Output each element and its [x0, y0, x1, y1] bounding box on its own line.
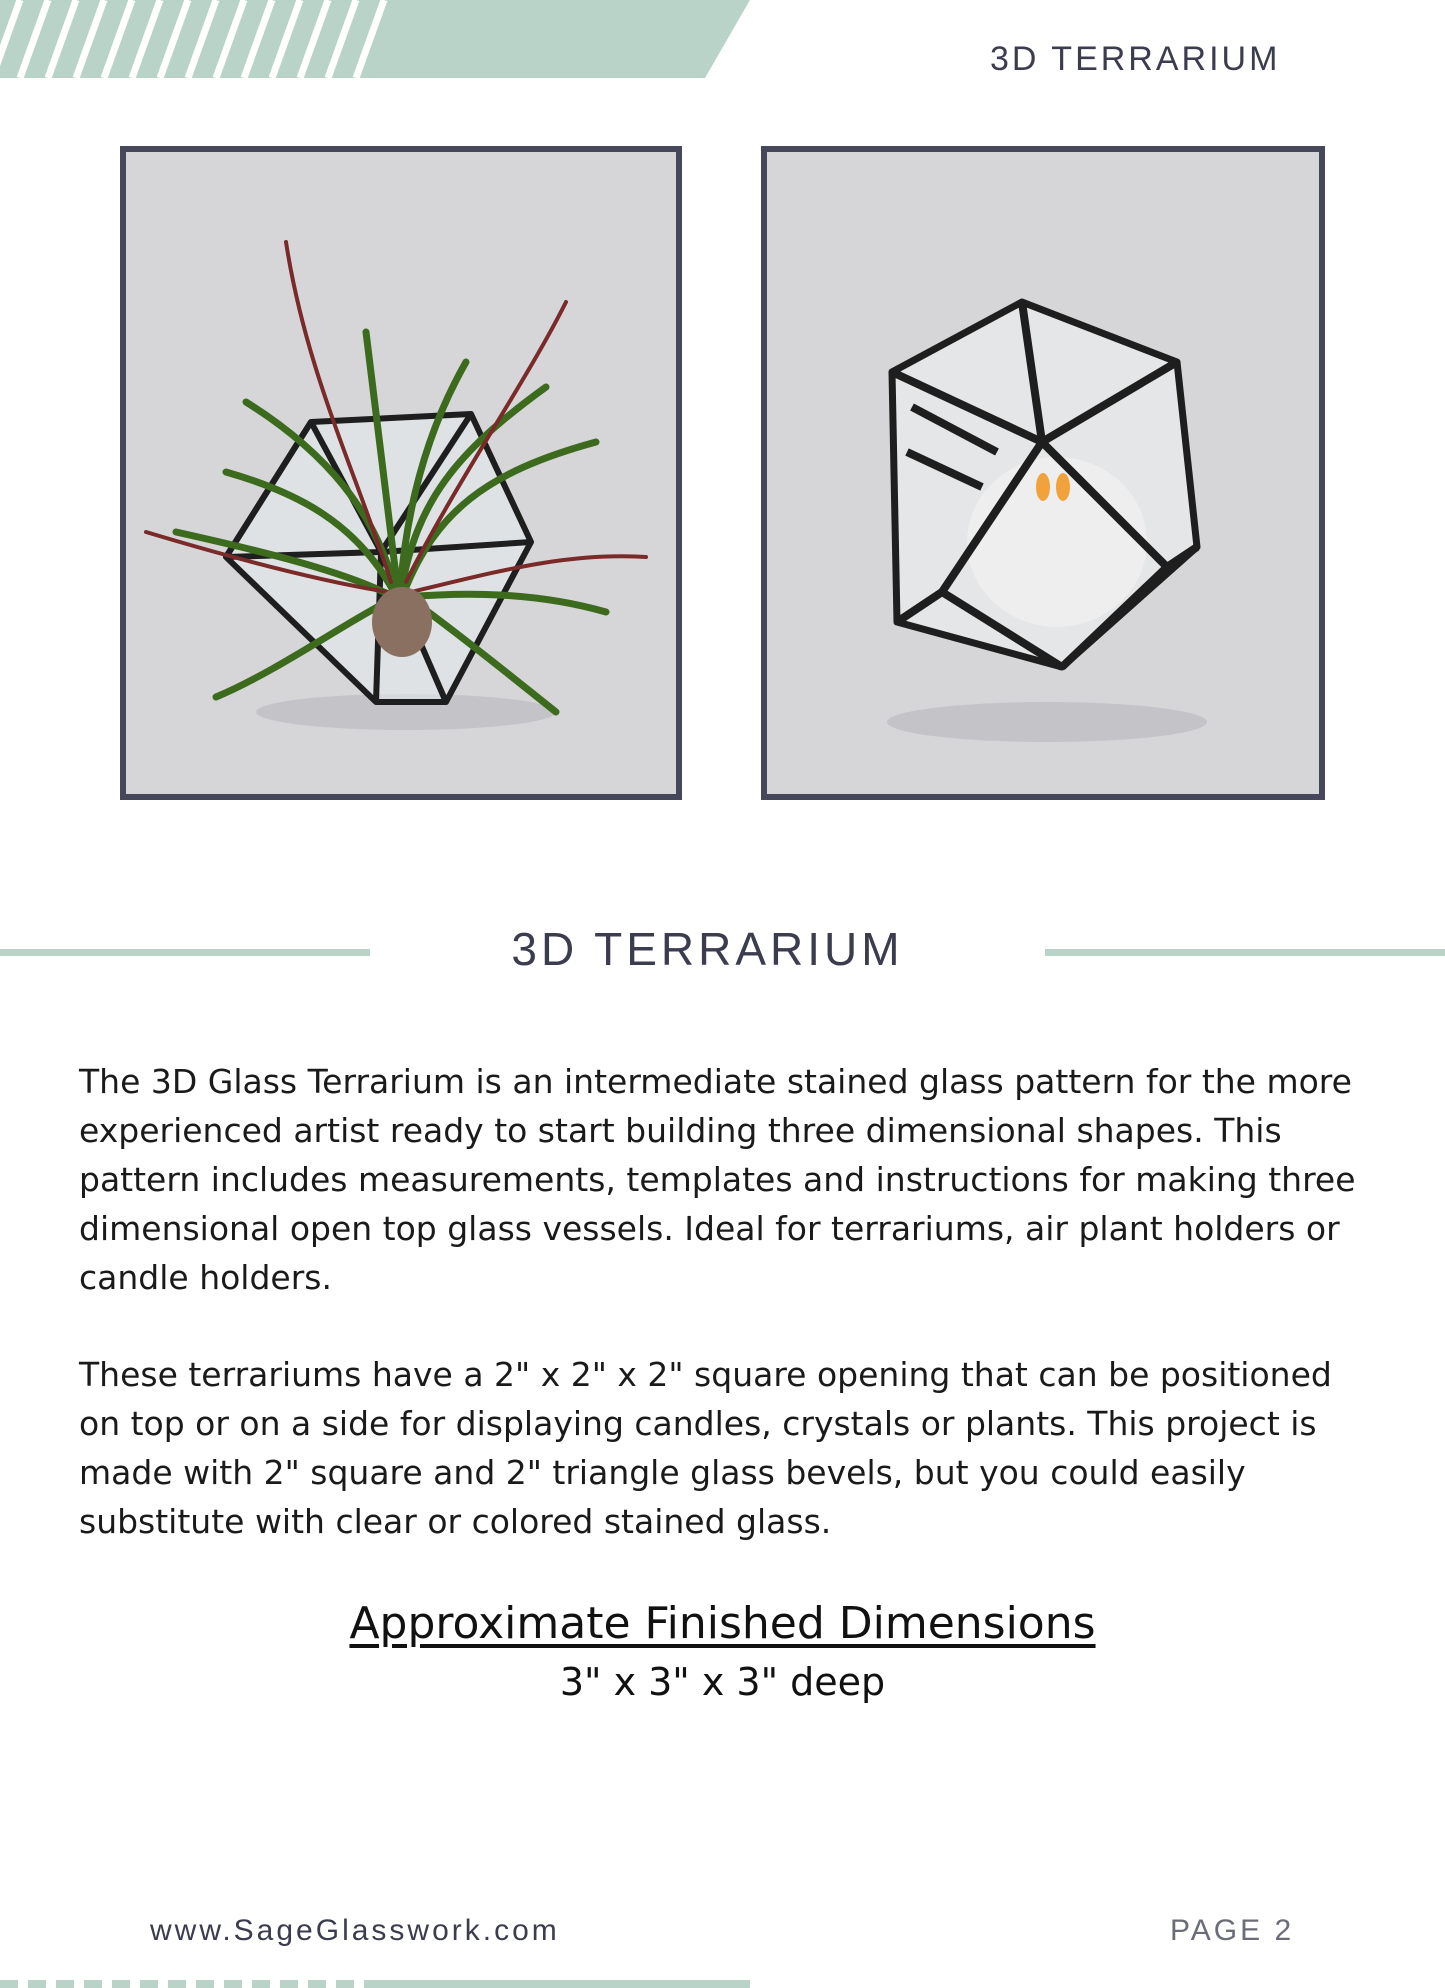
section-title: 3D TERRARIUM — [511, 923, 904, 975]
header-stripe-decoration — [0, 0, 750, 78]
section-divider-left — [0, 949, 370, 956]
dimensions-value: 3" x 3" x 3" deep — [559, 1660, 886, 1704]
photo-candle-terrarium — [761, 146, 1325, 800]
footer-stripe-decoration — [0, 1978, 750, 1988]
dimensions-heading: Approximate Finished Dimensions — [349, 1598, 1096, 1649]
header-title: 3D TERRARIUM — [990, 40, 1281, 78]
footer-website-link[interactable]: www.SageGlasswork.com — [150, 1914, 560, 1947]
description-paragraph-1: The 3D Glass Terrarium is an intermediate stained glass pattern for the more experienced artist ready to start building three dimensional shapes. This pattern includes measurements, templates and instructions for making three dimensional open top glass vessels. Ideal for terrariums, air plant holders or candle holders. — [79, 1062, 1356, 1297]
photo-air-plant-terrarium — [120, 146, 682, 800]
footer-page-number: PAGE 2 — [1170, 1914, 1295, 1947]
section-divider-right — [1045, 949, 1445, 956]
description-paragraph-2: These terrariums have a 2" x 2" x 2" square opening that can be positioned on top or on a side for displaying candles, crystals or plants. This project is made with 2" square and 2" triangle glass bevels, but you could easily substitute with clear or colored stained glass. — [79, 1355, 1332, 1541]
